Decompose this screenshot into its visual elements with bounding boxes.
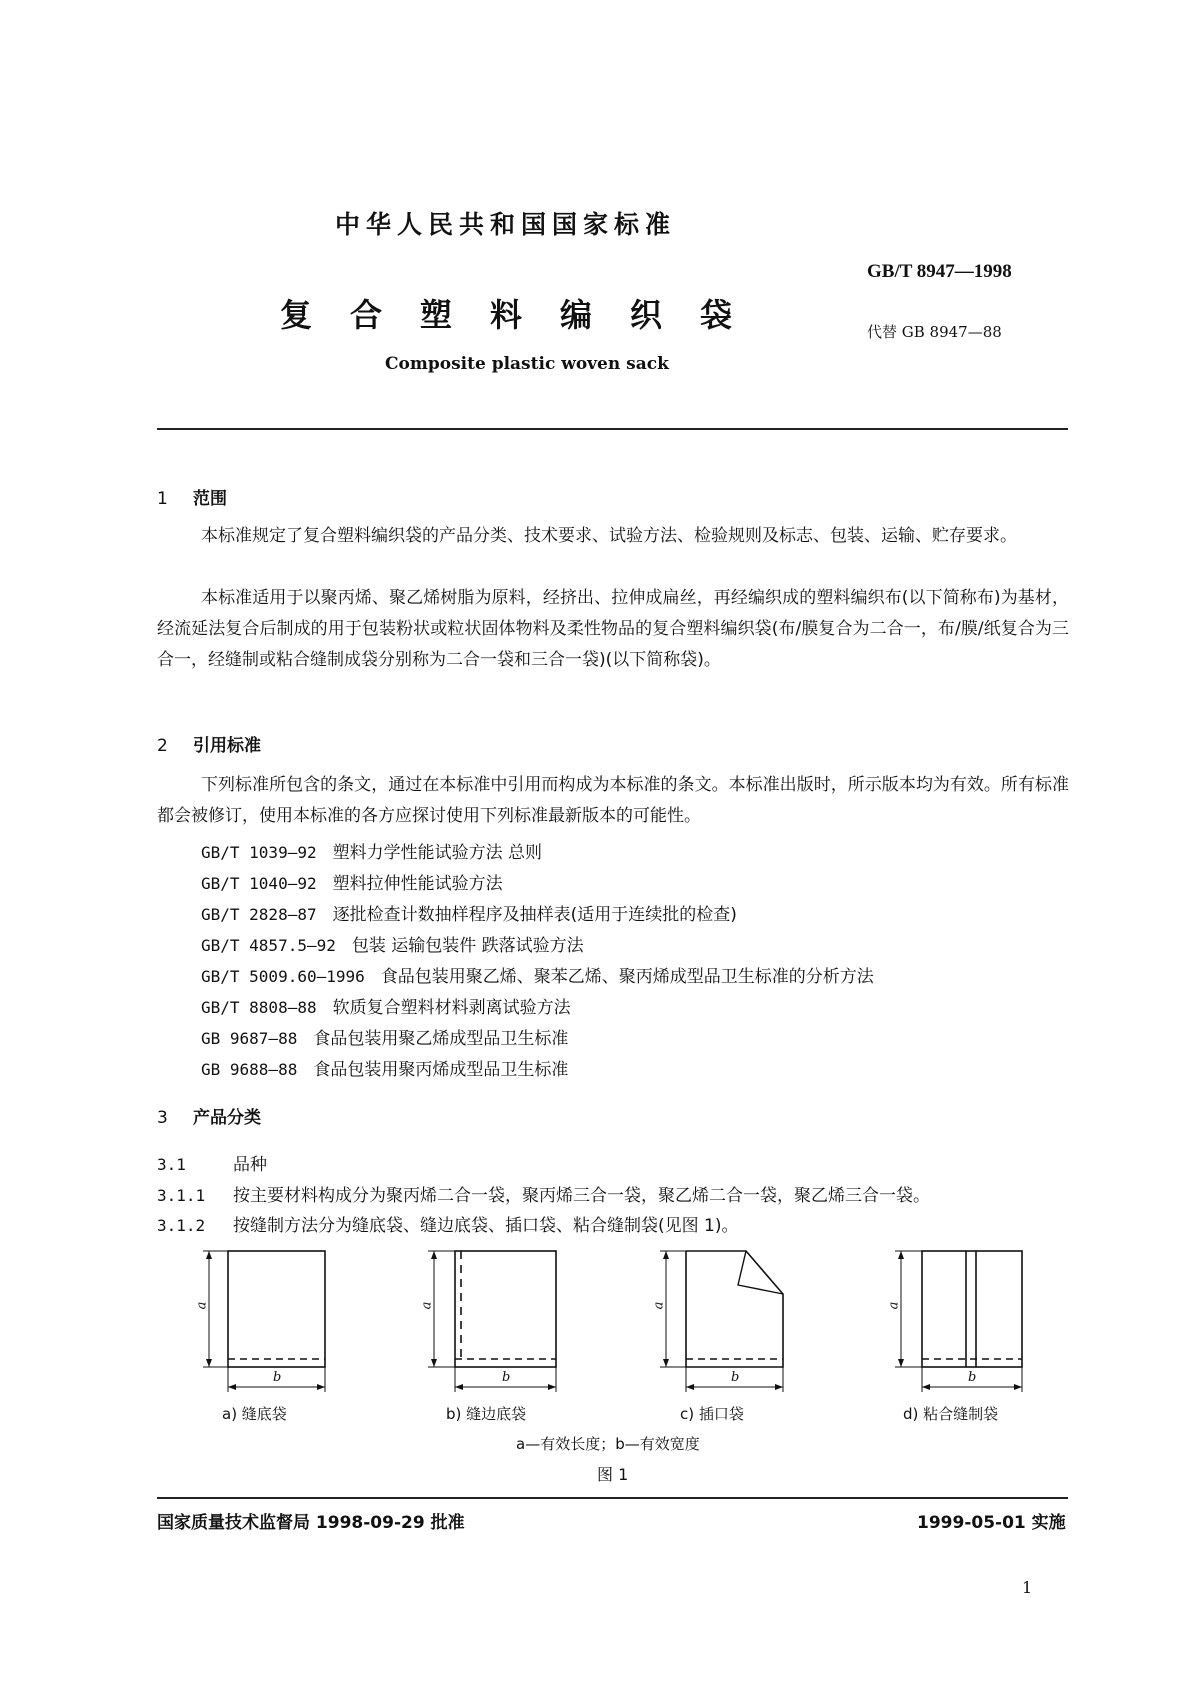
section-1-para-1: 本标准规定了复合塑料编织袋的产品分类、技术要求、试验方法、检验规则及标志、包装、运输、贮存要求。 [201,526,1017,546]
ref-item: GB/T 4857.5—92 包装 运输包装件 跌落试验方法 [201,936,584,956]
header-rule [157,428,1068,430]
ref-item: GB 9687—88 食品包装用聚乙烯成型品卫生标准 [201,1029,569,1049]
figure-legend: a—有效长度；b—有效宽度 [516,1435,700,1453]
dim-a-label: a [651,1301,667,1310]
ref-item: GB/T 8808—88 软质复合塑料材料剥离试验方法 [201,998,571,1018]
ref-item: GB/T 1040—92 塑料拉伸性能试验方法 [201,874,503,894]
dim-a-label: a [886,1301,902,1310]
approval-note: 国家质量技术监督局 1998-09-29 批准 [157,1513,465,1533]
ref-item: GB/T 1039—92 塑料力学性能试验方法 总则 [201,843,542,863]
caption-d: d) 粘合缝制袋 [903,1405,999,1423]
section-1-heading: 1 范围 [157,489,227,509]
effective-date: 1999-05-01 实施 [917,1513,1066,1533]
clause-3-1-2: 3.1.2 按缝制方法分为缝底袋、缝边底袋、插口袋、粘合缝制袋(见图 1)。 [157,1216,739,1236]
section-1-para-2: 本标准适用于以聚丙烯、聚乙烯树脂为原料，经挤出、拉伸成扁丝，再经编织成的塑料编织布(以下简称布)为基材，经流延法复合后制成的用于包装粉状或粒状固体物料及柔性物品的复合塑料编织袋(布/膜复合为二合一，布/膜/纸复合为三合一，经缝制或粘合缝制成袋分别称为二合一袋和三合一袋)(以下简称袋)。 [157,588,1070,670]
bag-adhesive-sewn [895,1251,1022,1392]
dim-a-label: a [419,1301,435,1310]
caption-c: c) 插口袋 [680,1405,744,1423]
replaces-note: 代替 GB 8947—88 [867,323,1002,341]
footer-rule [157,1497,1068,1499]
figure-label: 图 1 [597,1465,629,1484]
document-title: 复合塑料编织袋 [280,296,771,334]
clause-3-1: 3.1 品种 [157,1155,267,1175]
page-number: 1 [1022,1578,1033,1597]
dim-b-label: b [273,1370,282,1385]
english-title: Composite plastic woven sack [385,354,669,374]
dim-b-label: b [968,1370,977,1385]
bag-sewn-bottom [203,1251,325,1392]
caption-a: a) 缝底袋 [222,1405,287,1423]
dim-a-label: a [194,1301,210,1310]
bag-valve [660,1251,783,1392]
section-3-heading: 3 产品分类 [157,1108,261,1128]
ref-item: GB 9688—88 食品包装用聚丙烯成型品卫生标准 [201,1060,569,1080]
bag-sewn-side-bottom [428,1251,556,1392]
org-title: 中华人民共和国国家标准 [335,210,677,239]
ref-item: GB/T 5009.60—1996 食品包装用聚乙烯、聚苯乙烯、聚丙烯成型品卫生标准的分析方法 [201,967,874,987]
caption-b: b) 缝边底袋 [446,1405,527,1423]
section-2-heading: 2 引用标准 [157,736,261,756]
section-2-para-1: 下列标准所包含的条文，通过在本标准中引用而构成为本标准的条文。本标准出版时，所示版本均为有效。所有标准都会被修订，使用本标准的各方应探讨使用下列标准最新版本的可能性。 [157,775,1069,826]
standard-number: GB/T 8947—1998 [867,261,1012,282]
clause-3-1-1: 3.1.1 按主要材料构成分为聚丙烯二合一袋，聚丙烯三合一袋，聚乙烯二合一袋，聚乙烯三合一袋。 [157,1186,930,1206]
dim-b-label: b [731,1370,740,1385]
dim-b-label: b [502,1370,511,1385]
ref-item: GB/T 2828—87 逐批检查计数抽样程序及抽样表(适用于连续批的检查) [201,905,737,925]
